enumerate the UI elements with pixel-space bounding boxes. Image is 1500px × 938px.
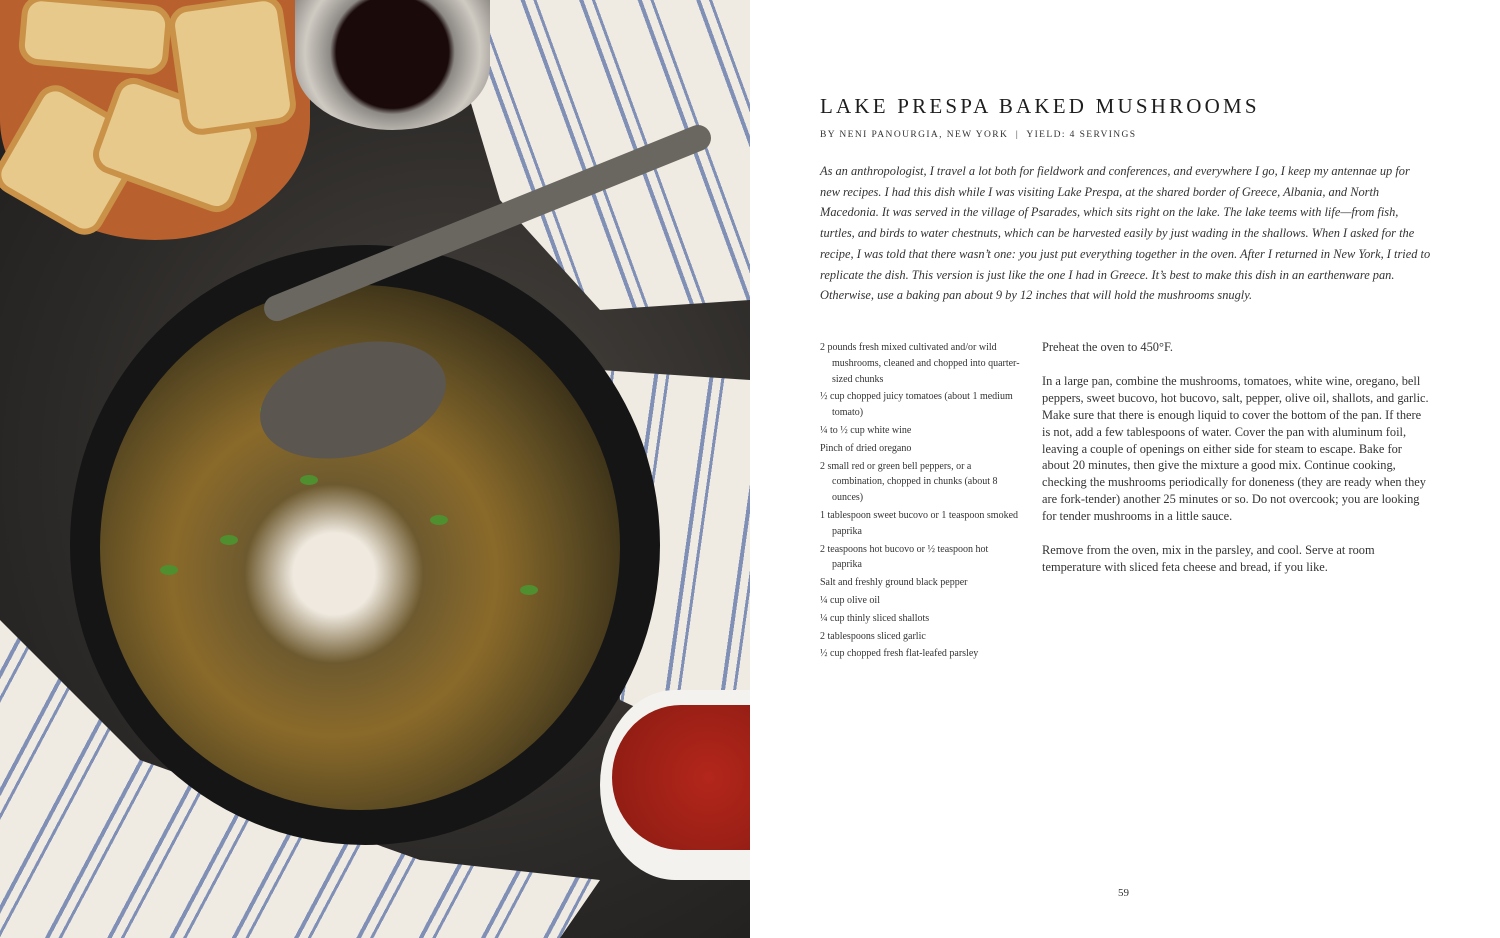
recipe-title: LAKE PRESPA BAKED MUSHROOMS [820, 94, 1260, 118]
method-steps [1042, 339, 1432, 593]
parsley-leaf [220, 535, 238, 545]
ingredient: Pinch of dried oregano [820, 442, 912, 454]
ingredient: 2 teaspoons hot bucovo or ½ teaspoon hot paprika [820, 543, 989, 571]
ingredient: ¼ cup olive oil [820, 594, 880, 606]
ingredient: 2 small red or green bell peppers, or a combination, chopped in chunks (about 8 ounces) [820, 460, 998, 504]
ingredient: ¼ cup thinly sliced shallots [820, 612, 930, 624]
parsley-leaf [430, 515, 448, 525]
ingredient: Salt and freshly ground black pepper [820, 577, 968, 589]
recipe-byline: BY NENI PANOURGIA, NEW YORK | YIELD: 4 SERVINGS [820, 130, 1137, 140]
method-step: Preheat the oven to 450°F. [1042, 340, 1173, 354]
recipe-intro: As an anthropologist, I travel a lot both for fieldwork and conferences, and everywhere I go, I keep my antennae up for new recipes. I had this dish while I was visiting Lake Prespa, at the shared border of Greece, Albania, and North Macedonia. It was served in the village of Psarades, which sits right on the lake. The lake teems with life—from fish, turtles, and birds to water chestnuts, which can be harvested easily by just wading in the shallows. When I asked for the recipe, I was told that there wasn’t one: you just put everything together in the oven. After I returned in New York, I tried to replicate the dish. This version is just like the one I had in Greece. It’s best to make this dish in an earthenware pan. Otherwise, use a baking pan about 9 by 12 inches that will hold the mushrooms snugly. [820, 164, 1431, 303]
parsley-leaf [300, 475, 318, 485]
parsley-leaf [520, 585, 538, 595]
wine-glass [295, 0, 490, 130]
ingredient: ½ cup chopped juicy tomatoes (about 1 medium tomato) [820, 391, 1013, 419]
chili-flakes [612, 705, 750, 850]
ingredient: ¼ to ½ cup white wine [820, 424, 912, 436]
bread-slice [167, 0, 299, 137]
bread-slice [17, 0, 173, 76]
method-step: Remove from the oven, mix in the parsley, and cool. Serve at room temperature with sliced feta cheese and bread, if you like. [1042, 543, 1375, 574]
ingredient: 2 pounds fresh mixed cultivated and/or wild mushrooms, cleaned and chopped into quarter-sized chunks [820, 342, 1020, 385]
ingredient: 1 tablespoon sweet bucovo or 1 teaspoon smoked paprika [820, 509, 1019, 537]
ingredient: ½ cup chopped fresh flat-leafed parsley [820, 648, 979, 660]
method-step: In a large pan, combine the mushrooms, tomatoes, white wine, oregano, bell peppers, sweet bucovo, hot bucovo, salt, pepper, olive oil, shallots, and garlic. Make sure that there is enough liquid to cover the bottom of the pan. If there is not, add a few tablespoons of water. Cover the pan with aluminum foil, leaving a couple of openings on either side for steam to escape. Bake for about 20 minutes, then give the mixture a good mix. Continue cooking, checking the mushrooms periodically for doneness (they are ready when they are fork-tender) another 25 minutes or so. Do not overcook; you are looking for tender mushrooms in a little sauce. [1042, 373, 1429, 524]
ingredient-list [820, 340, 1020, 664]
page-number: 59 [1118, 887, 1129, 899]
ingredient: 2 tablespoons sliced garlic [820, 630, 926, 642]
parsley-leaf [160, 565, 178, 575]
